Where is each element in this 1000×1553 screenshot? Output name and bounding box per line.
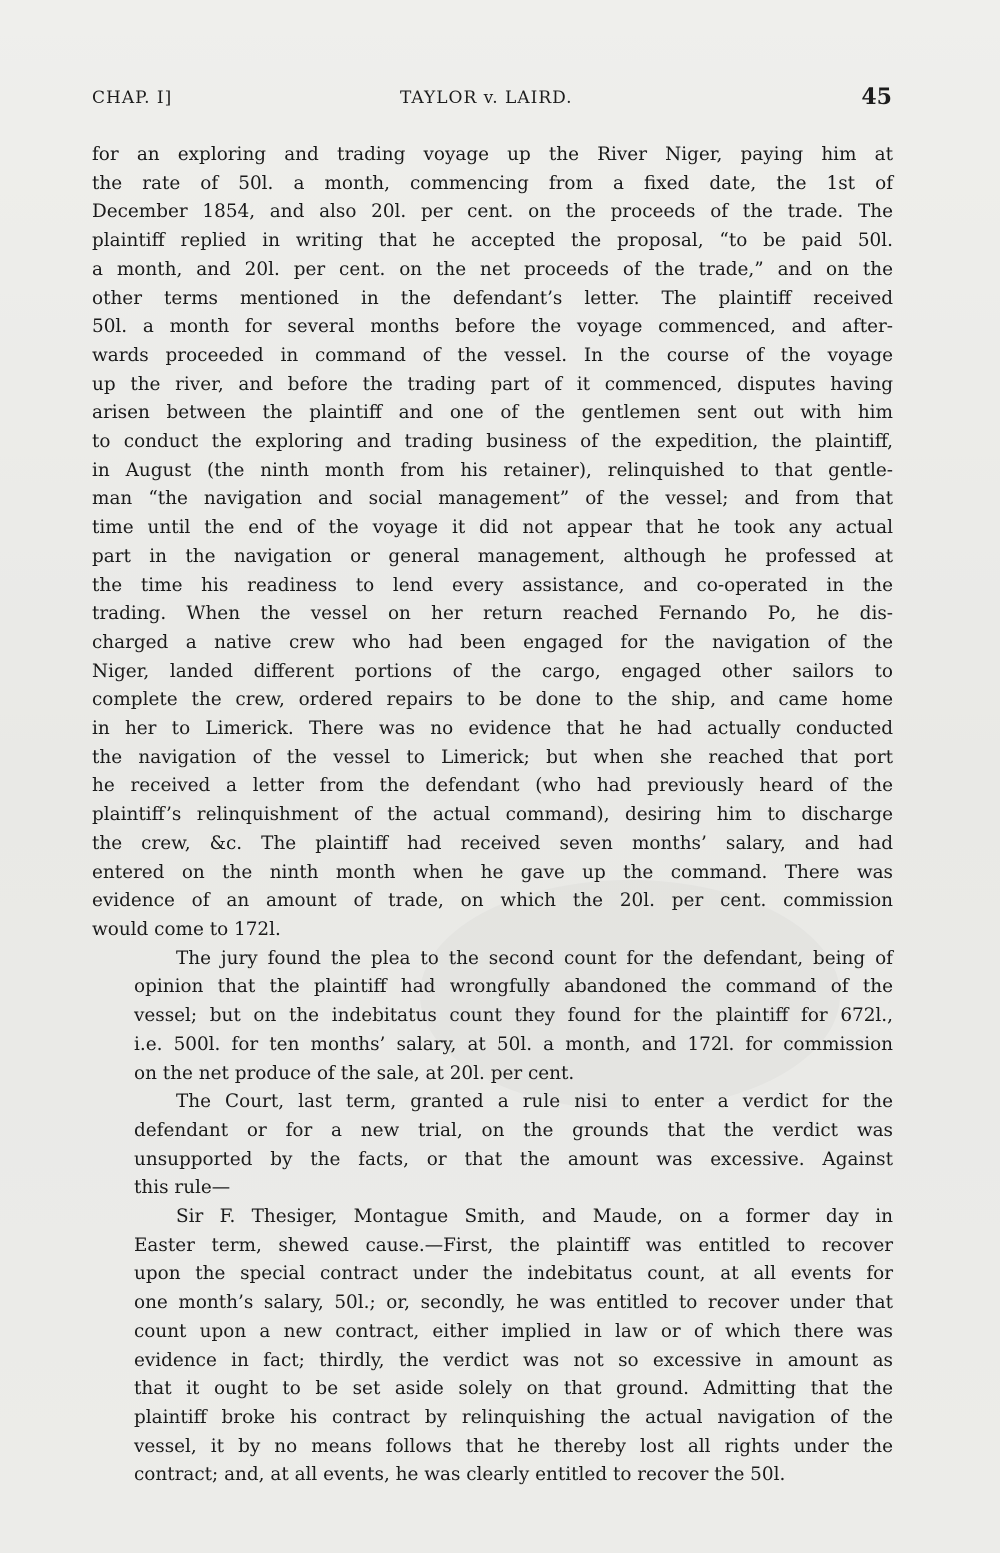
text-line: plaintiff broke his contract by relinquishing the actual navigation of the — [134, 1406, 893, 1428]
text-line: The jury found the plea to the second count for the defendant, being of — [176, 947, 893, 969]
text-line: opinion that the plaintiff had wrongfully abandoned the command of the — [134, 976, 893, 998]
text-line: in August (the ninth month from his retainer), relinquished to that gentle- — [92, 459, 893, 481]
body-text — [92, 141, 893, 1490]
paragraph — [92, 141, 893, 945]
text-line: Sir F. Thesiger, Montague Smith, and Maude, on a former day in — [176, 1206, 893, 1228]
text-line: the crew, &c. The plaintiff had received seven months’ salary, and had — [92, 832, 893, 854]
text-line: other terms mentioned in the defendant’s letter. The plaintiff received — [92, 287, 893, 309]
text-line: December 1854, and also 20l. per cent. on the proceeds of the trade. The — [92, 201, 893, 223]
text-line: i.e. 500l. for ten months’ salary, at 50l. a month, and 172l. for commission — [134, 1033, 893, 1055]
text-line: one month’s salary, 50l.; or, secondly, he was entitled to recover under that — [134, 1292, 893, 1314]
text-line: vessel; but on the indebitatus count they found for the plaintiff for 672l., — [134, 1005, 893, 1027]
running-header — [92, 86, 892, 114]
text-line: would come to 172l. — [92, 918, 281, 940]
text-line: wards proceeded in command of the vessel. In the course of the voyage — [92, 344, 893, 366]
text-line: part in the navigation or general management, although he professed at — [92, 545, 893, 567]
text-line: evidence in fact; thirdly, the verdict was not so excessive in amount as — [134, 1349, 893, 1371]
text-line: Niger, landed different portions of the cargo, engaged other sailors to — [92, 660, 893, 682]
text-line: for an exploring and trading voyage up the River Niger, paying him at — [92, 144, 893, 165]
paragraph — [92, 945, 893, 1089]
text-line: the rate of 50l. a month, commencing from a fixed date, the 1st of — [92, 172, 893, 194]
text-line: plaintiff replied in writing that he accepted the proposal, “to be paid 50l. — [92, 230, 893, 252]
text-line: time until the end of the voyage it did not appear that he took any actual — [92, 517, 893, 539]
text-line: complete the crew, ordered repairs to be done to the ship, and came home — [92, 689, 893, 711]
paragraph — [92, 1088, 893, 1203]
text-line: a month, and 20l. per cent. on the net proceeds of the trade,” and on the — [92, 258, 893, 280]
text-line: this rule— — [134, 1177, 231, 1199]
text-line: arisen between the plaintiff and one of the gentlemen sent out with him — [92, 402, 893, 424]
text-line: on the net produce of the sale, at 20l. per cent. — [134, 1062, 575, 1084]
text-line: charged a native crew who had been engaged for the navigation of the — [92, 631, 893, 653]
text-line: upon the special contract under the indebitatus count, at all events for — [134, 1263, 893, 1285]
text-line: The Court, last term, granted a rule nisi to enter a verdict for the — [176, 1091, 893, 1113]
text-line: man “the navigation and social management” of the vessel; and from that — [92, 488, 893, 510]
text-line: 50l. a month for several months before the voyage commenced, and after- — [92, 316, 893, 338]
text-line: Easter term, shewed cause.—First, the plaintiff was entitled to recover — [134, 1234, 893, 1256]
text-line: in her to Limerick. There was no evidence that he had actually conducted — [92, 718, 893, 740]
text-line: the navigation of the vessel to Limerick; but when she reached that port — [92, 746, 893, 768]
text-line: unsupported by the facts, or that the amount was excessive. Against — [134, 1148, 893, 1170]
text-line: up the river, and before the trading part of it commenced, disputes having — [92, 373, 893, 395]
text-line: to conduct the exploring and trading business of the expedition, the plaintiff, — [92, 431, 893, 453]
text-line: entered on the ninth month when he gave up the command. There was — [92, 861, 893, 883]
text-line: the time his readiness to lend every assistance, and co-operated in the — [92, 574, 893, 596]
paragraph — [92, 1203, 893, 1490]
text-line: plaintiff’s relinquishment of the actual command), desiring him to discharge — [92, 804, 893, 826]
text-line: contract; and, at all events, he was clearly entitled to recover the 50l. — [134, 1464, 786, 1486]
text-line: trading. When the vessel on her return reached Fernando Po, he dis- — [92, 603, 893, 625]
chapter-label: CHAP. I] — [92, 88, 173, 108]
page-number: 45 — [861, 84, 892, 110]
text-line: evidence of an amount of trade, on which the 20l. per cent. commission — [92, 890, 893, 912]
text-line: vessel, it by no means follows that he thereby lost all rights under the — [134, 1435, 893, 1457]
text-line: that it ought to be set aside solely on that ground. Admitting that the — [134, 1378, 893, 1400]
text-line: defendant or for a new trial, on the grounds that the verdict was — [134, 1119, 893, 1141]
case-title: TAYLOR v. LAIRD. — [400, 88, 573, 108]
text-line: count upon a new contract, either implied in law or of which there was — [134, 1320, 893, 1342]
text-line: he received a letter from the defendant (who had previously heard of the — [92, 775, 893, 797]
